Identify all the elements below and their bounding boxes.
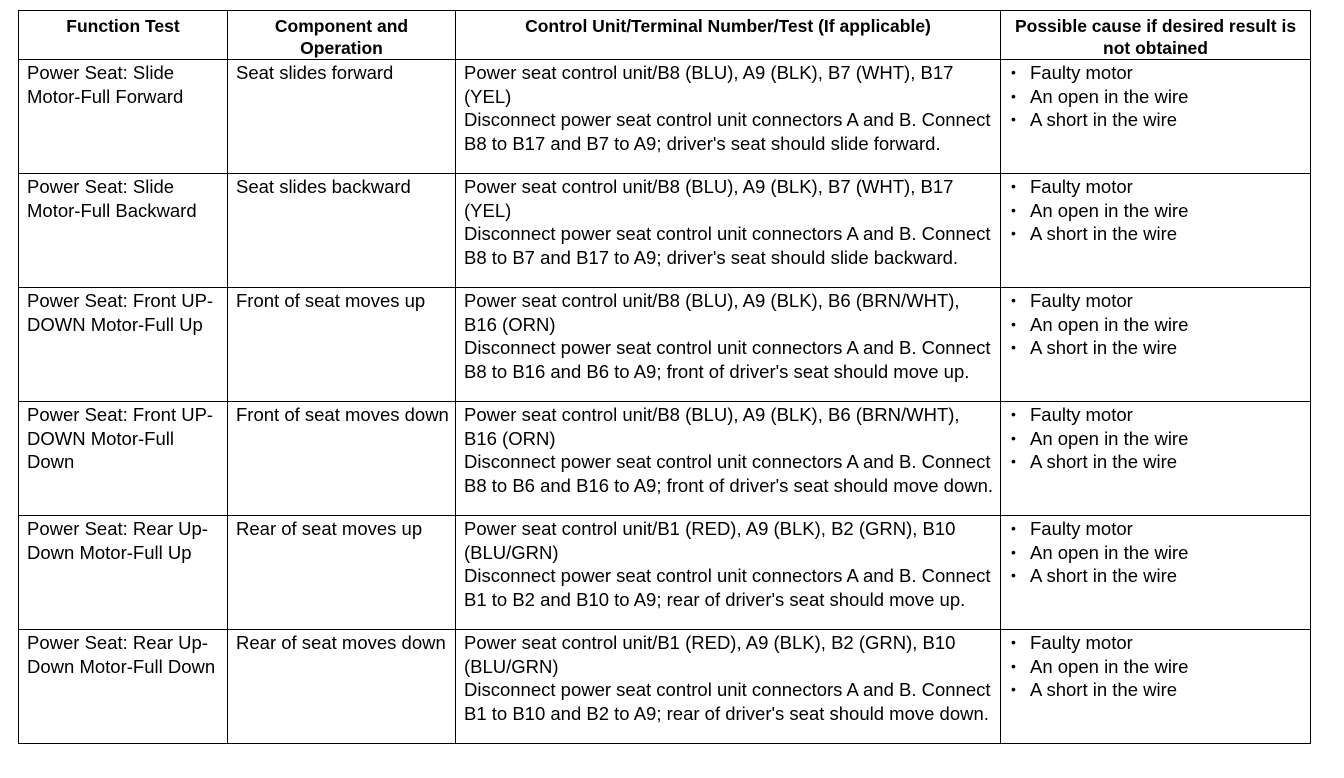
possible-cause-cell [1001,288,1311,402]
cause-item: • An open in the wire [1009,427,1304,451]
cause-item: • Faulty motor [1009,175,1304,199]
test-procedure: Disconnect power seat control unit connectors A and B. Connect B8 to B7 and B17 to A9; driver's seat should slide backward. [464,223,991,268]
cause-list [1009,289,1304,360]
cause-list [1009,403,1304,474]
function-test-cell: Power Seat: Slide Motor-Full Forward [19,60,228,174]
cause-item: • An open in the wire [1009,85,1304,109]
terminal-numbers: Power seat control unit/B8 (BLU), A9 (BLK), B6 (BRN/WHT), B16 (ORN) [464,290,960,335]
control-unit-cell [456,402,1001,516]
cause-item: • Faulty motor [1009,289,1304,313]
component-operation-cell: Seat slides backward [228,174,456,288]
header-component-operation: Component and Operation [228,11,456,60]
cause-item: • A short in the wire [1009,336,1304,360]
header-function-test: Function Test [19,11,228,60]
possible-cause-cell [1001,516,1311,630]
control-unit-cell [456,174,1001,288]
control-unit-cell [456,60,1001,174]
control-unit-cell [456,630,1001,744]
test-procedure: Disconnect power seat control unit connectors A and B. Connect B8 to B6 and B16 to A9; front of driver's seat should move down. [464,451,994,496]
table-row [19,630,1311,744]
terminal-numbers: Power seat control unit/B8 (BLU), A9 (BLK), B6 (BRN/WHT), B16 (ORN) [464,404,960,449]
function-test-cell: Power Seat: Front UP-DOWN Motor-Full Up [19,288,228,402]
cause-item: • A short in the wire [1009,678,1304,702]
cause-item: • An open in the wire [1009,313,1304,337]
test-procedure: Disconnect power seat control unit connectors A and B. Connect B8 to B16 and B6 to A9; front of driver's seat should move up. [464,337,991,382]
function-test-cell: Power Seat: Rear Up-Down Motor-Full Up [19,516,228,630]
table-row [19,288,1311,402]
test-procedure: Disconnect power seat control unit connectors A and B. Connect B1 to B2 and B10 to A9; rear of driver's seat should move up. [464,565,991,610]
test-procedure: Disconnect power seat control unit connectors A and B. Connect B1 to B10 and B2 to A9; rear of driver's seat should move down. [464,679,991,724]
possible-cause-cell [1001,630,1311,744]
function-test-cell: Power Seat: Rear Up-Down Motor-Full Down [19,630,228,744]
control-unit-cell [456,288,1001,402]
possible-cause-cell [1001,402,1311,516]
control-unit-cell [456,516,1001,630]
cause-item: • A short in the wire [1009,564,1304,588]
component-operation-cell: Front of seat moves up [228,288,456,402]
function-test-cell: Power Seat: Slide Motor-Full Backward [19,174,228,288]
possible-cause-cell [1001,174,1311,288]
cause-item: • An open in the wire [1009,541,1304,565]
table-row [19,402,1311,516]
table-row [19,174,1311,288]
cause-item: • Faulty motor [1009,631,1304,655]
cause-item: • Faulty motor [1009,61,1304,85]
terminal-numbers: Power seat control unit/B1 (RED), A9 (BLK), B2 (GRN), B10 (BLU/GRN) [464,632,956,677]
table-row [19,516,1311,630]
cause-item: • A short in the wire [1009,450,1304,474]
possible-cause-cell [1001,60,1311,174]
power-seat-function-test-table [18,10,1311,744]
component-operation-cell: Front of seat moves down [228,402,456,516]
table-row [19,60,1311,174]
cause-item: • An open in the wire [1009,655,1304,679]
cause-item: • Faulty motor [1009,403,1304,427]
cause-item: • An open in the wire [1009,199,1304,223]
cause-list [1009,175,1304,246]
test-procedure: Disconnect power seat control unit connectors A and B. Connect B8 to B17 and B7 to A9; driver's seat should slide forward. [464,109,991,154]
component-operation-cell: Rear of seat moves up [228,516,456,630]
cause-list [1009,631,1304,702]
header-row [19,11,1311,60]
function-test-cell: Power Seat: Front UP-DOWN Motor-Full Down [19,402,228,516]
header-control-unit: Control Unit/Terminal Number/Test (If applicable) [456,11,1001,60]
cause-list [1009,61,1304,132]
component-operation-cell: Rear of seat moves down [228,630,456,744]
cause-item: • A short in the wire [1009,108,1304,132]
header-possible-cause: Possible cause if desired result is not obtained [1001,11,1311,60]
cause-item: • A short in the wire [1009,222,1304,246]
terminal-numbers: Power seat control unit/B1 (RED), A9 (BLK), B2 (GRN), B10 (BLU/GRN) [464,518,956,563]
terminal-numbers: Power seat control unit/B8 (BLU), A9 (BLK), B7 (WHT), B17 (YEL) [464,62,954,107]
cause-item: • Faulty motor [1009,517,1304,541]
cause-list [1009,517,1304,588]
component-operation-cell: Seat slides forward [228,60,456,174]
terminal-numbers: Power seat control unit/B8 (BLU), A9 (BLK), B7 (WHT), B17 (YEL) [464,176,954,221]
